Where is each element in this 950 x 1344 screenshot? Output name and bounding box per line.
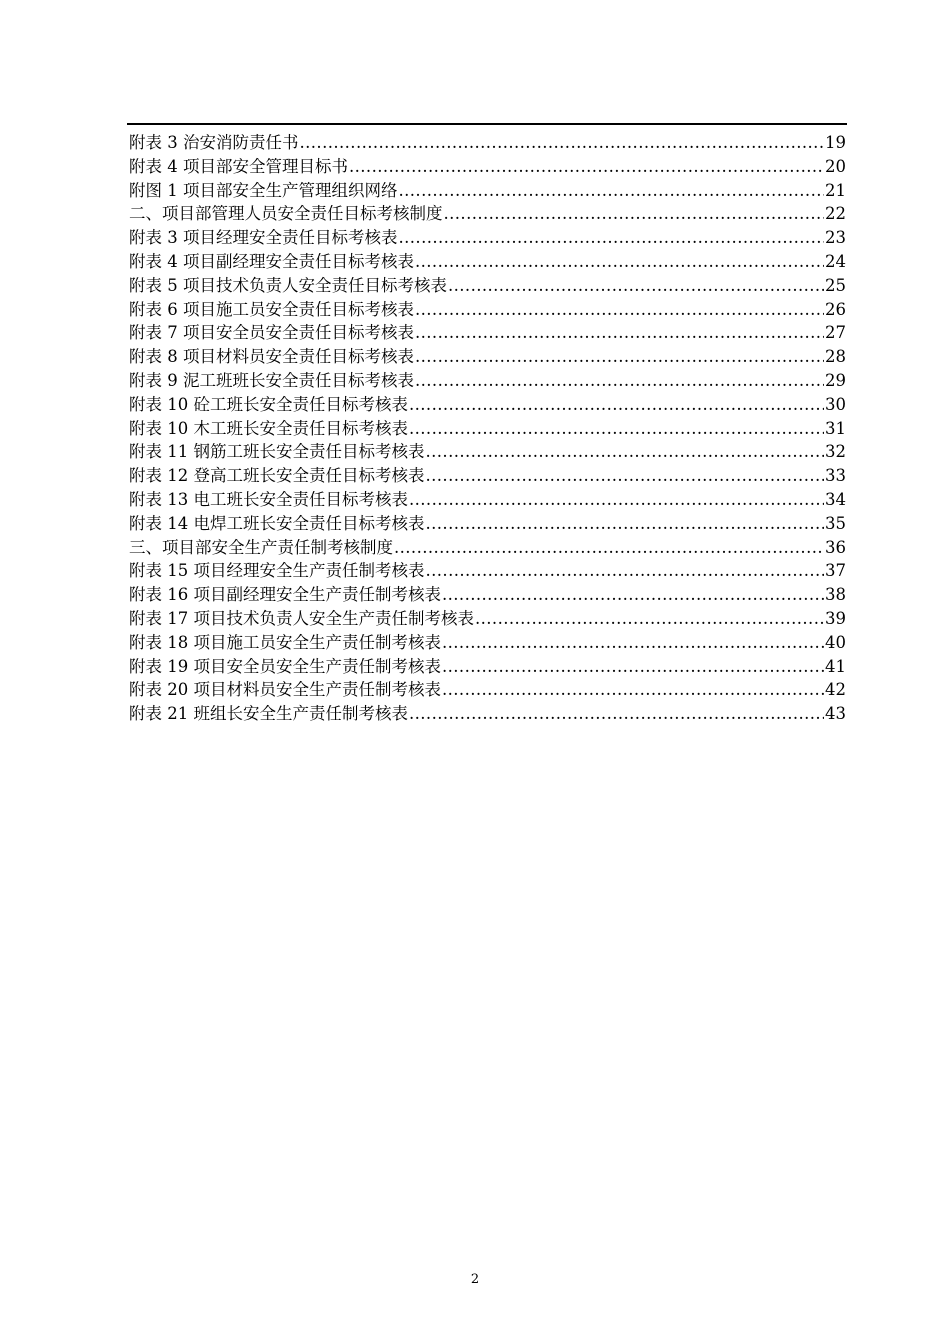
toc-dot-leader [442, 631, 824, 655]
toc-entry-page: 35 [825, 513, 846, 533]
toc-entry-page: 39 [825, 608, 846, 628]
toc-entry[interactable] [129, 226, 846, 250]
toc-dot-leader [442, 583, 824, 607]
toc-entry-page: 28 [825, 347, 846, 367]
toc-entry-page: 41 [825, 656, 846, 676]
toc-entry-title: 附表 4 项目部安全管理目标书 [129, 156, 348, 176]
toc-entry-page: 43 [825, 704, 846, 724]
toc-entry[interactable] [129, 512, 846, 536]
toc-entry-title: 附表 17 项目技术负责人安全生产责任制考核表 [129, 608, 474, 628]
toc-dot-leader [444, 202, 825, 226]
toc-entry-page: 26 [825, 299, 846, 319]
header-rule [127, 123, 847, 125]
page-number: 2 [470, 1272, 480, 1287]
toc-entry-title: 附表 10 木工班长安全责任目标考核表 [129, 418, 408, 438]
toc-entry-page: 30 [825, 394, 846, 414]
toc-entry-page: 42 [825, 680, 846, 700]
toc-dot-leader [426, 440, 825, 464]
toc-entry-page: 38 [825, 585, 846, 605]
toc-entry[interactable] [129, 702, 846, 726]
toc-dot-leader [448, 274, 824, 298]
toc-entry-title: 附表 14 电焊工班长安全责任目标考核表 [129, 513, 425, 533]
toc-dot-leader [394, 536, 824, 560]
toc-entry-page: 37 [825, 561, 846, 581]
toc-entry-page: 40 [825, 632, 846, 652]
toc-entry-page: 19 [825, 133, 846, 152]
toc-dot-leader [409, 393, 824, 417]
toc-dot-leader [409, 702, 824, 726]
toc-entry-title: 附表 15 项目经理安全生产责任制考核表 [129, 561, 425, 581]
toc-dot-leader [300, 131, 825, 155]
toc-dot-leader [349, 155, 824, 179]
toc-entry[interactable] [129, 202, 846, 226]
toc-dot-leader [409, 417, 824, 441]
toc-entry-title: 附表 20 项目材料员安全生产责任制考核表 [129, 680, 441, 700]
toc-entry-title: 附表 4 项目副经理安全责任目标考核表 [129, 251, 414, 271]
toc-entry-title: 附表 8 项目材料员安全责任目标考核表 [129, 347, 414, 367]
toc-entry-title: 附表 12 登高工班长安全责任目标考核表 [129, 466, 425, 486]
toc-dot-leader [426, 464, 825, 488]
toc-entry[interactable] [129, 345, 846, 369]
toc-entry-title: 附表 9 泥工班班长安全责任目标考核表 [129, 370, 414, 390]
toc-entry-title: 附表 11 钢筋工班长安全责任目标考核表 [129, 442, 425, 462]
toc-entry[interactable] [129, 559, 846, 583]
toc-dot-leader [399, 226, 825, 250]
toc-entry-page: 27 [825, 323, 846, 343]
toc-entry[interactable] [129, 393, 846, 417]
toc-entry[interactable] [129, 583, 846, 607]
toc-dot-leader [415, 321, 824, 345]
toc-entry[interactable] [129, 631, 846, 655]
toc-entry-title: 三、项目部安全生产责任制考核制度 [129, 537, 393, 557]
toc-dot-leader [415, 369, 824, 393]
toc-entry-page: 34 [825, 489, 846, 509]
table-of-contents [129, 131, 846, 726]
toc-entry-title: 附表 13 电工班长安全责任目标考核表 [129, 489, 408, 509]
toc-entry[interactable] [129, 155, 846, 179]
toc-entry-title: 附表 3 项目经理安全责任目标考核表 [129, 228, 398, 248]
toc-entry[interactable] [129, 607, 846, 631]
toc-entry-page: 21 [825, 180, 846, 200]
toc-dot-leader [415, 250, 824, 274]
toc-entry[interactable] [129, 298, 846, 322]
toc-entry-title: 附表 7 项目安全员安全责任目标考核表 [129, 323, 414, 343]
toc-entry[interactable] [129, 536, 846, 560]
toc-dot-leader [475, 607, 824, 631]
toc-entry[interactable] [129, 321, 846, 345]
toc-entry[interactable] [129, 131, 846, 155]
toc-dot-leader [415, 298, 824, 322]
toc-entry-title: 附表 5 项目技术负责人安全责任目标考核表 [129, 275, 447, 295]
toc-entry[interactable] [129, 417, 846, 441]
toc-entry[interactable] [129, 369, 846, 393]
toc-entry-title: 附表 10 砼工班长安全责任目标考核表 [129, 394, 408, 414]
toc-entry-title: 附表 16 项目副经理安全生产责任制考核表 [129, 585, 441, 605]
toc-entry-page: 36 [825, 537, 846, 557]
toc-entry-title: 附图 1 项目部安全生产管理组织网络 [129, 180, 398, 200]
toc-entry-title: 附表 18 项目施工员安全生产责任制考核表 [129, 632, 441, 652]
toc-entry-title: 附表 19 项目安全员安全生产责任制考核表 [129, 656, 441, 676]
toc-entry-page: 24 [825, 251, 846, 271]
toc-entry[interactable] [129, 655, 846, 679]
toc-entry[interactable] [129, 179, 846, 203]
toc-entry-page: 33 [825, 466, 846, 486]
toc-entry-page: 25 [825, 275, 846, 295]
toc-dot-leader [442, 678, 824, 702]
toc-entry-page: 32 [825, 442, 846, 462]
toc-entry-title: 附表 21 班组长安全生产责任制考核表 [129, 704, 408, 724]
toc-entry[interactable] [129, 274, 846, 298]
toc-entry-page: 31 [825, 418, 846, 438]
toc-entry-page: 23 [825, 228, 846, 248]
toc-entry-title: 附表 3 治安消防责任书 [129, 133, 299, 152]
toc-dot-leader [442, 655, 824, 679]
toc-dot-leader [415, 345, 824, 369]
toc-dot-leader [426, 512, 825, 536]
toc-entry[interactable] [129, 488, 846, 512]
toc-entry-page: 22 [825, 204, 846, 224]
toc-dot-leader [409, 488, 824, 512]
toc-entry-page: 29 [825, 370, 846, 390]
toc-entry[interactable] [129, 678, 846, 702]
toc-entry[interactable] [129, 250, 846, 274]
toc-dot-leader [399, 179, 825, 203]
toc-entry-title: 附表 6 项目施工员安全责任目标考核表 [129, 299, 414, 319]
toc-entry-title: 二、项目部管理人员安全责任目标考核制度 [129, 204, 443, 224]
toc-dot-leader [426, 559, 825, 583]
toc-entry[interactable] [129, 464, 846, 488]
toc-entry-page: 20 [825, 156, 846, 176]
toc-entry[interactable] [129, 440, 846, 464]
